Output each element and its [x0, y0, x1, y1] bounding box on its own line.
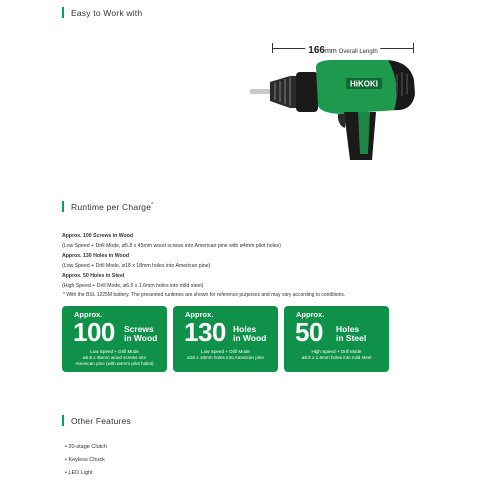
card-number: 100	[73, 317, 115, 347]
card-number: 50	[295, 317, 323, 347]
runtime-card-holes-steel	[284, 306, 389, 372]
runtime-details	[62, 231, 281, 291]
card-approx: Approx.	[185, 310, 214, 319]
runtime-item-detail: (Low Speed + Drill Mode, ø5.8 x 45mm wood screws into American pine with ø4mm pilot holes)	[62, 243, 281, 249]
card-unit-line2: in Wood	[124, 333, 158, 343]
feature-item: • 20-stage Clutch	[65, 444, 107, 450]
drill-chuck	[270, 76, 296, 108]
card-unit	[124, 325, 157, 343]
card-desc-line: Low Speed + Drill Mode	[90, 349, 139, 354]
heading-text	[71, 202, 153, 212]
card-description	[62, 349, 167, 366]
runtime-item-detail: (High Speed + Drill Mode, ø6.5 x 1.6mm holes into mild steel)	[62, 283, 204, 289]
runtime-card-holes-wood	[173, 306, 278, 372]
runtime-cards	[62, 306, 389, 372]
card-unit	[336, 325, 366, 343]
dimension-unit: mm	[324, 48, 337, 55]
section-heading-other-features	[62, 415, 131, 426]
card-desc-line: ø18 x 18mm holes into American pine	[187, 354, 264, 360]
card-unit-line2: in Steel	[336, 333, 367, 343]
runtime-item-detail: (Low Speed + Drill Mode, ø18 x 18mm holes into American pine)	[62, 263, 211, 269]
overall-length-dimension	[272, 42, 414, 56]
heading-accent-bar	[62, 7, 64, 18]
drill-bit	[250, 89, 272, 94]
runtime-footnote: * With the BSL 1225M battery. The presented runtimes are shown for reference purposes and may vary according to conditions.	[63, 292, 346, 298]
feature-item: • LED Light	[65, 470, 93, 476]
section-heading-runtime-per-charge	[62, 201, 153, 212]
heading-accent-bar	[62, 201, 64, 212]
heading-title: Runtime per Charge	[71, 201, 152, 212]
heading-text: Easy to Work with	[71, 7, 143, 18]
card-desc-line: ø5.8 x 45mm wood screws into	[82, 354, 147, 360]
card-description	[173, 349, 278, 361]
runtime-item-title: Approx. 100 Screws in Wood	[62, 233, 134, 239]
cordless-drill-image	[248, 56, 418, 166]
heading-footnote-mark: *	[151, 201, 154, 208]
section-heading-easy-to-work-with	[62, 7, 142, 18]
card-desc-line: American pine (with ø4mm pilot holes)	[75, 360, 154, 366]
drill-clutch-ring	[296, 72, 318, 112]
dimension-description: Overall Length	[338, 49, 378, 55]
drill-brand-logo: HiKOKI	[350, 79, 378, 89]
feature-item: • Keyless Chuck	[65, 457, 105, 463]
card-unit-line2: in Wood	[233, 333, 267, 343]
heading-text: Other Features	[71, 415, 131, 426]
runtime-item-title: Approx. 130 Holes in Wood	[62, 253, 130, 259]
dimension-tick-right	[413, 43, 414, 53]
card-desc-line: Low Speed + Drill Mode	[201, 349, 250, 354]
card-unit-line1: Holes	[233, 324, 257, 334]
card-number: 130	[184, 317, 226, 347]
card-approx: Approx.	[296, 310, 325, 319]
card-desc-line: ø6.5 x 1.6mm holes into mild steel	[301, 354, 372, 360]
features-list	[65, 444, 107, 480]
card-desc-line: High Speed + Drill Mode	[311, 349, 362, 354]
drill-trigger	[338, 114, 346, 128]
card-approx: Approx.	[74, 310, 103, 319]
runtime-item-title: Approx. 50 Holes in Steel	[62, 273, 125, 279]
card-unit	[233, 325, 266, 343]
dimension-value: 166	[308, 45, 325, 56]
runtime-card-screws-wood	[62, 306, 167, 372]
heading-accent-bar	[62, 415, 64, 426]
card-unit-line1: Holes	[336, 324, 360, 334]
card-unit-line1: Screws	[124, 324, 154, 334]
card-description	[284, 349, 389, 361]
